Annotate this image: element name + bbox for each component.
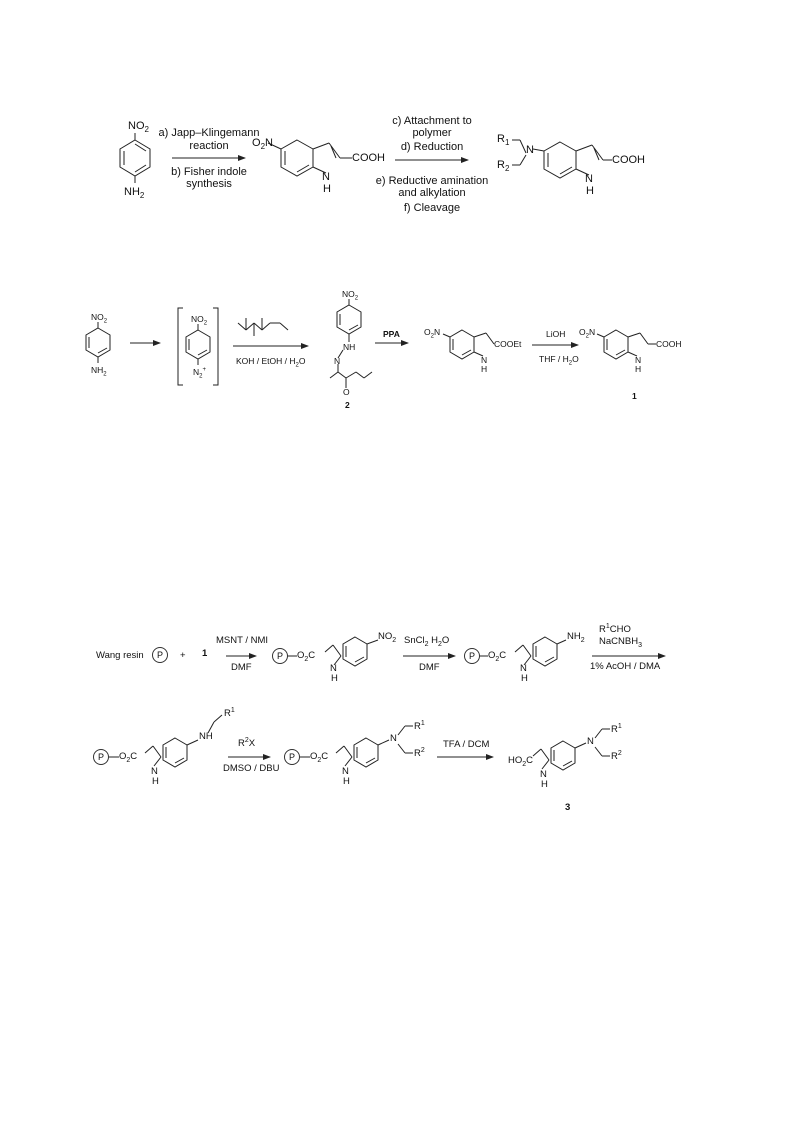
diazo-no2: $NO_2$	[191, 314, 208, 327]
nitroindole-no2: $O_2N$	[252, 137, 273, 152]
koh-reagents: KOH / EtOH / $H_2O$	[236, 356, 306, 369]
step-d-label: d) Reduction	[400, 141, 464, 153]
product-nh: N	[585, 173, 593, 185]
acid-cooh: COOH	[656, 339, 682, 349]
step-e-label-2: and alkylation	[398, 187, 466, 199]
polymer-p-symbol: P	[464, 648, 480, 664]
step-c-label-2: polymer	[412, 127, 452, 139]
thf-label: THF / $H_2O$	[539, 354, 579, 367]
scheme3-final-acid	[533, 729, 610, 770]
ester-n: N	[481, 355, 488, 365]
row2-nh: NH	[199, 731, 213, 742]
step-b-label: b) Fisher indole	[171, 166, 247, 178]
step-b-label-2: synthesis	[186, 178, 232, 190]
ester-o2c: $O_2C$	[297, 650, 316, 663]
sncl-label: SnCl$_2$ $H_2O$	[404, 635, 450, 648]
scheme2-ketoester	[238, 318, 288, 336]
compound-1-ref: 1	[202, 648, 208, 659]
row2-n-c: N	[151, 766, 158, 777]
step-f-label: f) Cleavage	[403, 202, 461, 214]
aniline-nh2: $NH_2$	[91, 365, 107, 378]
ester-o2c-b: $O_2C$	[488, 650, 507, 663]
step-a-label-2: reaction	[189, 140, 229, 152]
final-r1: $R^1$	[611, 723, 622, 736]
acid-no2: $O_2N$	[579, 327, 596, 340]
sm-no2-label: $NO_2$	[128, 120, 149, 135]
dmf-label-2: DMF	[419, 662, 440, 673]
sm-nh2-label: $NH_2$	[124, 186, 145, 201]
r1cho-label: $R^1CHO$	[599, 623, 631, 636]
hydrazone-o: O	[343, 387, 350, 397]
acid-h: H	[635, 364, 642, 374]
compound-3-label: 3	[565, 802, 571, 813]
ester-no2: $O_2N$	[424, 327, 441, 340]
scheme2-aniline	[86, 322, 110, 363]
product-cooh: COOH	[612, 154, 645, 166]
ppa-label: PPA	[383, 329, 400, 339]
msnt-label: MSNT / NMI	[216, 635, 269, 646]
row2-h-d: H	[343, 776, 350, 787]
hydrazone-n: N	[334, 356, 341, 366]
row2-r1b: $R^1$	[414, 720, 425, 733]
tfa-label: TFA / DCM	[443, 739, 490, 750]
nacnbh3-label: NaCNBH$_3$	[599, 636, 642, 649]
nitroindole-h: H	[323, 183, 331, 195]
compound-2-label: 2	[345, 400, 350, 410]
resin-n-b: N	[520, 663, 527, 674]
wang-resin-label: Wang resin	[96, 650, 144, 661]
acoh-label: 1% AcOH / DMA	[590, 661, 661, 672]
diazo-n2: $N_2^+$	[193, 366, 206, 380]
resin-h-a: H	[331, 673, 338, 684]
row2-r1: $R^1$	[224, 707, 235, 720]
ester-o2c-d: $O_2C$	[310, 751, 329, 764]
polymer-p-symbol: P	[284, 749, 300, 765]
resin-nh2: $NH_2$	[567, 631, 585, 644]
dmso-label: DMSO / DBU	[223, 763, 280, 774]
plus-sign: +	[180, 650, 186, 661]
step-e-label: e) Reductive amination	[375, 175, 489, 187]
row2-h-c: H	[152, 776, 159, 787]
product-h: H	[586, 185, 594, 197]
product-n: N	[526, 144, 534, 156]
nitroindole-cooh: COOH	[352, 152, 385, 164]
step-a-label: a) Japp–Klingemann	[158, 127, 260, 139]
r2x-label: $R^2X$	[238, 737, 256, 750]
ester-h: H	[481, 364, 488, 374]
compound-1-label: 1	[632, 391, 637, 401]
scheme2-acid-indole	[597, 330, 656, 359]
final-h: H	[541, 779, 548, 790]
scheme1-nitroaniline-ring	[120, 133, 150, 183]
row2-r2b: $R^2$	[414, 747, 425, 760]
hydrazone-no2: $NO_2$	[342, 289, 359, 302]
polymer-p-symbol: P	[152, 647, 168, 663]
scheme1-nitroindole	[268, 140, 352, 176]
ester-cooet: COOEt	[494, 339, 522, 349]
final-r2: $R^2$	[611, 750, 622, 763]
dmf-label-1: DMF	[231, 662, 252, 673]
aniline-no2: $NO_2$	[91, 312, 108, 325]
hydrazone-nh: NH	[343, 342, 356, 352]
acid-n: N	[635, 355, 642, 365]
polymer-p-symbol: P	[272, 648, 288, 664]
nitroindole-n: N	[322, 171, 330, 183]
product-r1: $R_1$	[497, 133, 510, 148]
lioh-label: LiOH	[546, 329, 566, 339]
ester-o2c-c: $O_2C$	[119, 751, 138, 764]
product-r2: $R_2$	[497, 159, 510, 174]
final-nh: N	[540, 769, 547, 780]
final-n: N	[587, 736, 594, 747]
resin-no2: $NO_2$	[378, 631, 397, 644]
row2-n: N	[390, 733, 397, 744]
polymer-p-symbol: P	[93, 749, 109, 765]
final-ho2c: $HO_2C$	[508, 755, 534, 768]
row2-n-d: N	[342, 766, 349, 777]
resin-n-a: N	[330, 663, 337, 674]
resin-h-b: H	[521, 673, 528, 684]
step-c-label: c) Attachment to	[392, 115, 472, 127]
